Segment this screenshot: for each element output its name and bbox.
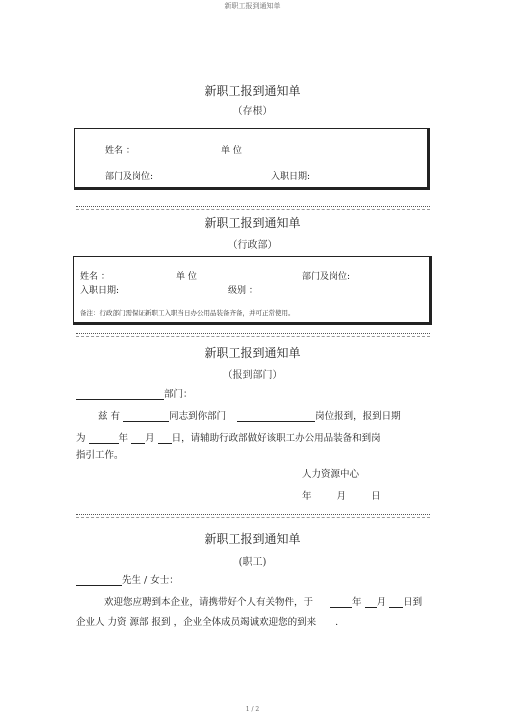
dept-addressee-line xyxy=(76,386,193,400)
employee-greeting: 先生 / 女士： xyxy=(122,575,179,586)
employee-p1-year: 年 xyxy=(352,597,362,608)
cut-line-1 xyxy=(76,206,430,207)
admin-entry-label: 入职日期: xyxy=(80,286,120,296)
dept-p1-c: 岗位报到，报到日期 xyxy=(315,411,401,422)
stub-name-label: 姓名 ： xyxy=(105,146,135,156)
position-blank[interactable] xyxy=(237,411,315,422)
dept-sign-date xyxy=(302,488,381,502)
admin-note: 备注：行政部门需保证新职工入职当日办公用品装备齐备，并可正常使用。 xyxy=(80,309,295,317)
employee-name-blank[interactable] xyxy=(123,411,169,422)
admin-dept-label: 部门及岗位: xyxy=(302,272,351,282)
dept-date-month: 月 xyxy=(336,491,347,502)
dept-title: 新职工报到通知单 xyxy=(204,346,301,360)
employee-month-blank[interactable] xyxy=(365,597,377,608)
admin-unit-label: 单 位 xyxy=(176,272,197,282)
employee-greeting-line xyxy=(76,572,179,586)
dept-p2-year: 年 xyxy=(118,433,129,444)
employee-year-blank[interactable] xyxy=(330,597,352,608)
employee-name-blank-2[interactable] xyxy=(76,575,122,586)
employee-p1-day: 日到 xyxy=(403,597,423,608)
stub-subtitle: （存根） xyxy=(232,106,273,117)
dept-sign: 人力资源中心 xyxy=(302,469,360,480)
stub-unit-label: 单 位 xyxy=(221,146,242,156)
stub-dept-label: 部门及岗位: xyxy=(105,172,154,182)
month-blank[interactable] xyxy=(131,433,145,444)
page-number: 1 / 2 xyxy=(245,706,260,713)
dept-date-year: 年 xyxy=(302,491,312,502)
employee-paragraph-line-2 xyxy=(76,614,338,628)
stub-title: 新职工报到通知单 xyxy=(204,84,301,98)
dept-p1-a: 兹 有 xyxy=(98,411,121,422)
admin-name-label: 姓名 ： xyxy=(80,272,110,282)
admin-level-label: 级别 ： xyxy=(228,286,258,296)
employee-subtitle: (职工) xyxy=(238,557,267,568)
dept-paragraph-line-2 xyxy=(76,430,381,444)
dept-p1-b: 同志到你部门 xyxy=(169,411,227,422)
running-header: 新职工报到通知单 xyxy=(224,2,281,10)
dept-suffix: 部门： xyxy=(164,389,193,400)
employee-paragraph-line-1 xyxy=(104,594,422,608)
dept-paragraph-line-1 xyxy=(98,408,401,422)
employee-p1-a: 欢迎您应聘到本企业，请携带好个人有关物件，于 xyxy=(104,597,314,608)
dept-subtitle: （报到部门） xyxy=(222,370,283,381)
dept-p2-month: 月 xyxy=(145,433,155,444)
day-blank[interactable] xyxy=(158,433,172,444)
dept-name-blank[interactable] xyxy=(76,389,164,400)
dept-p3: 指引工作。 xyxy=(76,450,124,461)
cut-line-3 xyxy=(76,514,430,515)
admin-title: 新职工报到通知单 xyxy=(204,216,301,230)
cut-line-2b xyxy=(76,336,430,337)
employee-p2-end: . xyxy=(335,617,339,628)
cut-line-2 xyxy=(76,333,430,334)
employee-title: 新职工报到通知单 xyxy=(204,532,301,546)
employee-p1-month: 月 xyxy=(376,597,387,608)
admin-box xyxy=(73,256,432,325)
employee-p2-a: 企业人 力资 源部 报到 ，企业全体成员竭诚欢迎您的到来 xyxy=(76,617,317,628)
employee-day-blank[interactable] xyxy=(389,597,403,608)
dept-p2-day: 日，请辅助行政部做好该职工办公用品装备和到岗 xyxy=(171,433,381,444)
dept-p2-a: 为 xyxy=(76,433,86,444)
cut-line-3b xyxy=(76,517,430,518)
stub-entry-label: 入职日期: xyxy=(271,172,311,182)
stub-box xyxy=(74,128,430,190)
cut-line-1b xyxy=(76,209,430,210)
year-blank[interactable] xyxy=(89,433,119,444)
admin-subtitle: （行政部） xyxy=(227,240,278,251)
dept-date-day: 日 xyxy=(371,491,381,502)
